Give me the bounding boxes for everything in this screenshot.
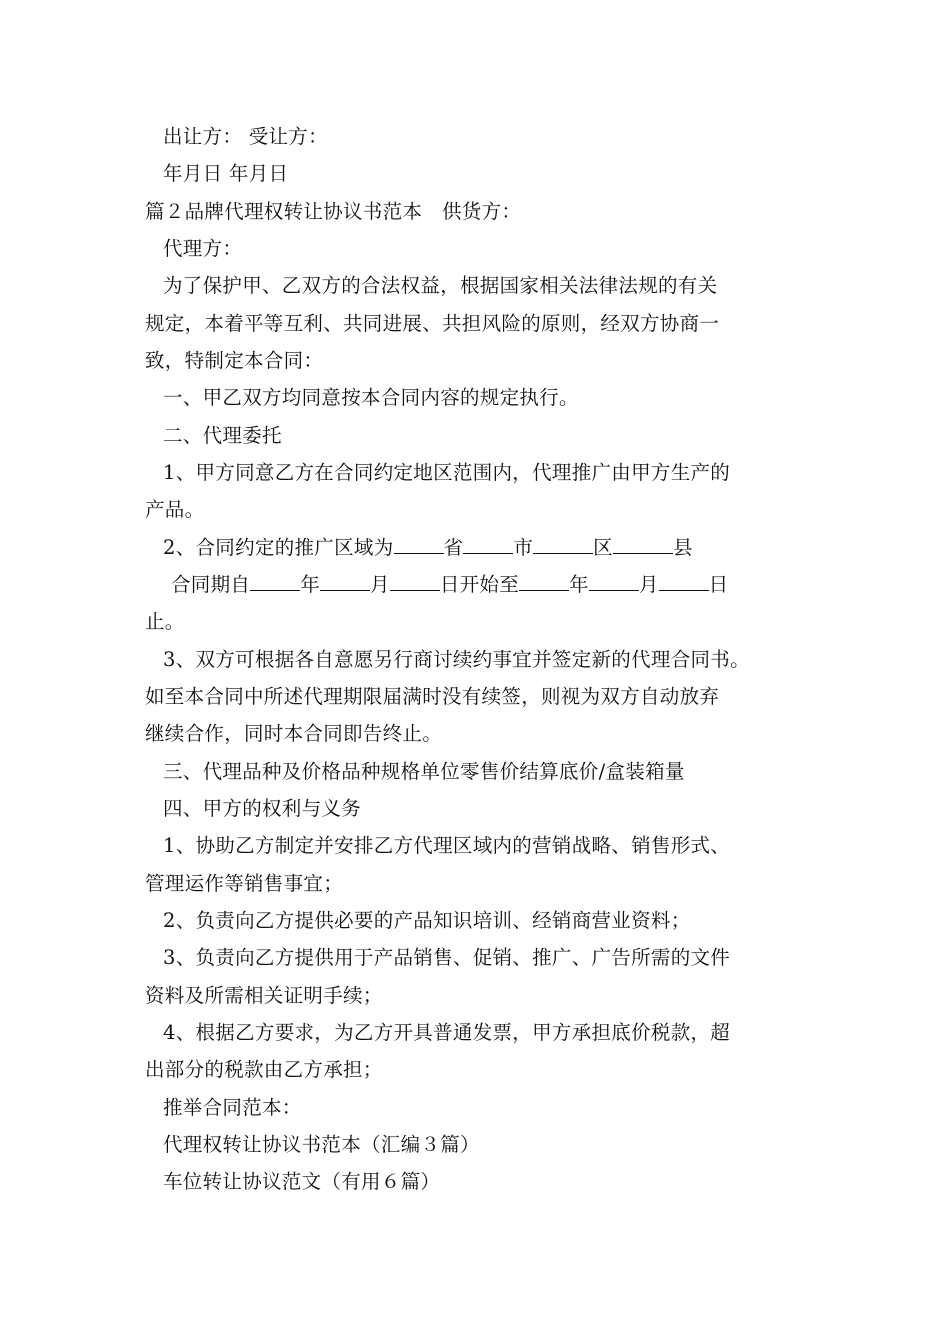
end-day-blank — [659, 572, 709, 591]
start-month-label: 月 — [370, 573, 390, 596]
signature-parties-line: 出让方： 受让方： — [163, 125, 328, 148]
clause-4-heading: 四、甲方的权利与义务 — [163, 797, 362, 820]
clause-4-4-line-1: 4、根据乙方要求，为乙方开具普通发票，甲方承担底价税款，超 — [163, 1021, 731, 1044]
county-blank — [613, 535, 673, 554]
section-title: 篇２品牌代理权转让协议书范本 供货方： — [145, 200, 522, 223]
start-year-blank — [250, 572, 300, 591]
clause-4-1-line-1: 1、协助乙方制定并安排乙方代理区域内的营销战略、销售形式、 — [163, 834, 731, 857]
period-label: 合同期自 — [171, 573, 251, 596]
clause-1: 一、甲乙双方均同意按本合同内容的规定执行。 — [163, 386, 579, 409]
clause-2-3-line-3: 继续合作，同时本合同即告终止。 — [145, 722, 443, 745]
recommended-link-2[interactable]: 车位转让协议范文（有用６篇） — [163, 1170, 441, 1193]
clause-4-3-line-2: 资料及所需相关证明手续； — [145, 984, 383, 1007]
clause-2-3-line-2: 如至本合同中所述代理期限届满时没有续签，则视为双方自动放弃 — [145, 685, 720, 708]
end-month-label: 月 — [638, 573, 659, 596]
preamble-line-3: 致，特制定本合同： — [145, 349, 324, 372]
city-label: 市 — [513, 536, 534, 559]
preamble-line-1: 为了保护甲、乙双方的合法权益，根据国家相关法律法规的有关 — [163, 274, 718, 297]
start-year-label: 年 — [300, 573, 321, 596]
district-blank — [533, 535, 593, 554]
clause-4-2: 2、负责向乙方提供必要的产品知识培训、经销商营业资料； — [163, 909, 691, 932]
city-blank — [463, 535, 513, 554]
signature-date-line: 年月日 年月日 — [163, 162, 289, 185]
end-year-label: 年 — [569, 573, 589, 596]
contract-period-end: 止。 — [145, 610, 185, 633]
clause-2-heading: 二、代理委托 — [163, 424, 282, 447]
end-year-blank — [519, 572, 569, 591]
clause-2-3-line-1: 3、双方可根据各自意愿另行商讨续约事宜并签定新的代理合同书。 — [163, 648, 750, 671]
start-month-blank — [320, 572, 370, 591]
clause-4-4-line-2: 出部分的税款由乙方承担； — [145, 1058, 383, 1081]
end-day-label: 日 — [708, 573, 729, 596]
province-blank — [394, 535, 444, 554]
clause-2-1-line-2: 产品。 — [145, 498, 205, 521]
clause-4-3-line-1: 3、负责向乙方提供用于产品销售、促销、推广、广告所需的文件 — [163, 946, 731, 969]
start-day-blank — [390, 572, 440, 591]
recommended-heading: 推举合同范本： — [163, 1096, 302, 1119]
agent-party-line: 代理方： — [163, 237, 243, 260]
clause-4-1-line-2: 管理运作等销售事宜； — [145, 872, 344, 895]
clause-3-heading: 三、代理品种及价格品种规格单位零售价结算底价/盒装箱量 — [163, 760, 685, 783]
county-label: 县 — [672, 536, 693, 559]
province-label: 省 — [443, 536, 464, 559]
contract-period-line — [171, 572, 728, 598]
end-month-blank — [589, 572, 639, 591]
start-day-label: 日开始至 — [439, 573, 520, 596]
district-label: 区 — [593, 536, 613, 559]
recommended-link-1[interactable]: 代理权转让协议书范本（汇编３篇） — [163, 1133, 480, 1156]
preamble-line-2: 规定，本着平等互利、共同进展、共担风险的原则，经双方协商一 — [145, 312, 720, 335]
clause-2-2-region-line — [163, 535, 693, 561]
region-label: 2、合同约定的推广区域为 — [163, 536, 394, 559]
clause-2-1-line-1: 1、甲方同意乙方在合同约定地区范围内，代理推广由甲方生产的 — [163, 461, 731, 484]
